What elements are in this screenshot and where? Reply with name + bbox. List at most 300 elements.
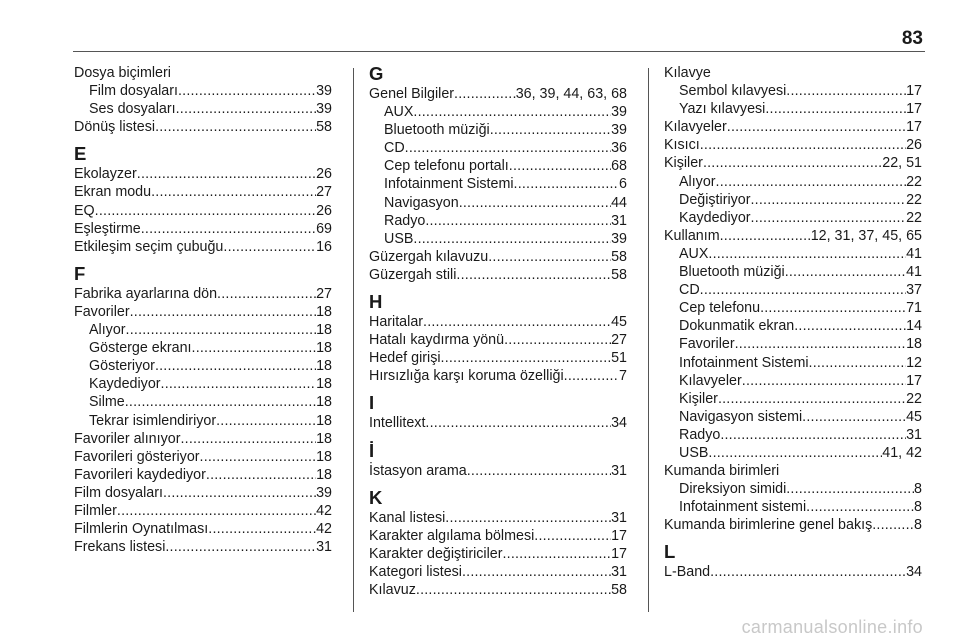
dot-leader [703, 154, 882, 172]
entry-term: CD [679, 282, 700, 299]
index-entry [369, 509, 627, 527]
index-subentry [664, 408, 922, 426]
entry-page-ref: 41 [906, 245, 922, 262]
entry-term: Bluetooth müziği [384, 122, 490, 139]
dot-leader [405, 139, 611, 157]
watermark: carmanualsonline.info [741, 617, 923, 637]
index-subentry [369, 139, 627, 157]
entry-term: Cep telefonu portalı [384, 158, 509, 175]
dot-leader [700, 136, 906, 154]
dot-leader [151, 183, 316, 201]
dot-leader [192, 339, 317, 357]
index-section-letter: H [369, 291, 383, 313]
index-subentry [664, 390, 922, 408]
index-entry [369, 462, 627, 480]
entry-term: Infotainment Sistemi [384, 176, 514, 193]
entry-term: Ekran modu [74, 184, 152, 201]
index-entry [74, 466, 332, 484]
dot-leader [760, 299, 906, 317]
entry-term: EQ [74, 202, 95, 219]
entry-page-ref: 18 [316, 376, 332, 393]
dot-leader [490, 121, 611, 139]
index-entry [369, 367, 627, 385]
dot-leader [786, 480, 914, 498]
entry-term: Kişiler [664, 155, 703, 172]
entry-term: Filmler [74, 502, 117, 519]
dot-leader [710, 563, 906, 581]
entry-page-ref: 51 [611, 350, 627, 367]
entry-term: Favorileri kaydediyor [74, 466, 206, 483]
entry-term: Etkileşim seçim çubuğu [74, 238, 224, 255]
entry-page-ref: 27 [316, 184, 332, 201]
entry-page-ref: 17 [906, 372, 922, 389]
entry-term: Kumanda birimleri [664, 463, 780, 480]
entry-term: Kanal listesi [369, 509, 446, 526]
entry-term: Tekrar isimlendiriyor [89, 412, 217, 429]
index-subentry [664, 100, 922, 118]
entry-term: Infotainment Sistemi [679, 354, 809, 371]
index-column-2 [369, 64, 627, 599]
column-divider-1 [353, 68, 354, 612]
dot-leader [564, 367, 619, 385]
dot-leader [720, 227, 811, 245]
entry-page-ref: 39 [316, 83, 332, 100]
entry-term: Genel Bilgiler [369, 86, 455, 102]
entry-term: Eşleştirme [74, 220, 141, 237]
entry-page-ref: 18 [316, 340, 332, 357]
entry-term: Favoriler [74, 303, 130, 320]
dot-leader [413, 230, 611, 248]
dot-leader [504, 331, 611, 349]
dot-leader [125, 393, 316, 411]
dot-leader [176, 100, 316, 118]
index-subentry [664, 281, 922, 299]
dot-leader [467, 462, 611, 480]
entry-page-ref: 41 [906, 264, 922, 281]
entry-term: Kişiler [679, 390, 718, 407]
index-subentry [369, 212, 627, 230]
entry-page-ref: 18 [316, 430, 332, 447]
dot-leader [217, 285, 316, 303]
entry-term: Bluetooth müziği [679, 264, 785, 281]
dot-leader [751, 209, 907, 227]
index-subentry [74, 321, 332, 339]
entry-page-ref: 39 [611, 122, 627, 139]
dot-leader [208, 520, 316, 538]
dot-leader [126, 321, 317, 339]
index-entry [74, 220, 332, 238]
entry-page-ref: 17 [906, 83, 922, 100]
entry-term: CD [384, 140, 405, 157]
index-section-letter: E [74, 143, 87, 165]
index-subentry [74, 375, 332, 393]
index-section-letter: F [74, 262, 86, 284]
dot-leader [456, 266, 611, 284]
index-entry [74, 430, 332, 448]
dot-leader [413, 103, 611, 121]
dot-leader [441, 349, 612, 367]
entry-term: USB [384, 230, 414, 247]
entry-term: Radyo [679, 426, 721, 443]
entry-page-ref: 31 [611, 462, 627, 479]
entry-page-ref: 34 [611, 415, 627, 432]
entry-term: Sembol kılavyesi [679, 83, 787, 100]
dot-leader [206, 466, 316, 484]
index-section-letter: G [369, 63, 384, 84]
index-entry [664, 118, 922, 136]
entry-term: Favorileri gösteriyor [74, 448, 200, 465]
entry-page-ref: 7 [619, 368, 627, 385]
entry-term: Kılavuz [369, 581, 416, 598]
entry-term: Değiştiriyor [679, 191, 751, 208]
entry-term: Karakter algılama bölmesi [369, 527, 535, 544]
dot-leader [488, 248, 611, 266]
entry-page-ref: 17 [611, 545, 627, 562]
dot-leader [130, 303, 316, 321]
entry-term: Favoriler alınıyor [74, 430, 181, 447]
entry-term: İstasyon arama [369, 462, 467, 479]
index-subentry [664, 480, 922, 498]
entry-page-ref: 36, 39, 44, 63, 68 [515, 86, 627, 102]
dot-leader [727, 118, 906, 136]
index-section-letter: L [664, 541, 676, 563]
entry-page-ref: 39 [316, 484, 332, 501]
index-subentry [664, 444, 922, 462]
entry-page-ref: 39 [316, 101, 332, 118]
index-entry [74, 448, 332, 466]
entry-page-ref: 45 [611, 314, 627, 331]
index-entry [369, 248, 627, 266]
entry-term: Kaydediyor [89, 376, 161, 393]
index-entry [74, 484, 332, 502]
entry-page-ref: 18 [316, 466, 332, 483]
entry-term: Film dosyaları [89, 83, 178, 100]
entry-term: Infotainment sistemi [679, 499, 807, 516]
entry-page-ref: 39 [611, 230, 627, 247]
entry-page-ref: 71 [906, 300, 922, 317]
entry-page-ref: 58 [611, 581, 627, 598]
index-subentry [664, 245, 922, 263]
index-entry [664, 136, 922, 154]
entry-page-ref: 45 [906, 408, 922, 425]
index-subentry [369, 157, 627, 175]
index-entry [74, 303, 332, 321]
index-subentry [369, 194, 627, 212]
entry-page-ref: 22 [906, 209, 922, 226]
dot-leader [416, 581, 611, 599]
dot-leader [445, 509, 611, 527]
entry-term: AUX [679, 245, 709, 262]
entry-page-ref: 8 [914, 499, 922, 516]
index-subentry [369, 121, 627, 139]
index-subentry [664, 191, 922, 209]
dot-leader [786, 82, 906, 100]
entry-term: Dokunmatik ekran [679, 318, 795, 335]
index-subentry [664, 82, 922, 100]
entry-page-ref: 41, 42 [882, 444, 922, 461]
dot-leader [720, 426, 906, 444]
dot-leader [735, 335, 906, 353]
entry-page-ref: 31 [611, 563, 627, 580]
index-subentry [664, 426, 922, 444]
entry-page-ref: 31 [611, 509, 627, 526]
index-entry [369, 85, 627, 103]
entry-page-ref: 8 [914, 517, 922, 534]
entry-term: Karakter değiştiriciler [369, 545, 503, 562]
entry-term: Hırsızlığa karşı koruma özelliği [369, 368, 564, 385]
dot-leader [178, 82, 316, 100]
index-subentry [369, 175, 627, 193]
entry-term: Navigasyon [384, 194, 459, 211]
entry-term: Intellitext [369, 415, 426, 432]
entry-page-ref: 18 [316, 303, 332, 320]
dot-leader [806, 498, 914, 516]
index-entry [74, 285, 332, 303]
index-subentry [664, 299, 922, 317]
dot-leader [95, 202, 316, 220]
entry-term: L-Band [664, 564, 711, 581]
dot-leader [708, 444, 882, 462]
entry-page-ref: 68 [611, 158, 627, 175]
index-entry [664, 462, 922, 480]
index-entry [74, 238, 332, 256]
entry-page-ref: 31 [611, 212, 627, 229]
entry-term: Yazı kılavyesi [679, 101, 766, 118]
index-entry [369, 331, 627, 349]
index-subentry [74, 357, 332, 375]
dot-leader [794, 317, 906, 335]
entry-page-ref: 22 [906, 173, 922, 190]
index-subentry [369, 103, 627, 121]
entry-page-ref: 17 [906, 119, 922, 136]
index-subentry [664, 317, 922, 335]
index-entry [369, 581, 627, 599]
dot-leader [462, 563, 611, 581]
entry-term: Hatalı kaydırma yönü [369, 332, 505, 349]
index-section-letter: I [369, 392, 375, 414]
entry-term: Ses dosyaları [89, 101, 176, 118]
dot-leader [200, 448, 317, 466]
entry-page-ref: 8 [914, 481, 922, 498]
entry-page-ref: 12, 31, 37, 45, 65 [810, 227, 922, 244]
index-entry [369, 349, 627, 367]
dot-leader [742, 372, 906, 390]
index-entry [369, 414, 627, 432]
index-entry [369, 266, 627, 284]
entry-term: Navigasyon sistemi [679, 408, 803, 425]
dot-leader [802, 408, 906, 426]
entry-page-ref: 22 [906, 390, 922, 407]
index-entry [664, 516, 922, 534]
dot-leader [534, 527, 611, 545]
index-subentry [369, 230, 627, 248]
dot-leader [423, 313, 611, 331]
dot-leader [509, 157, 611, 175]
index-subentry [74, 339, 332, 357]
entry-page-ref: 34 [906, 564, 922, 581]
index-entry [74, 502, 332, 520]
dot-leader [161, 375, 317, 393]
entry-term: Gösteriyor [89, 358, 155, 375]
dot-leader [700, 281, 906, 299]
dot-leader [155, 357, 316, 375]
entry-page-ref: 44 [611, 194, 627, 211]
entry-term: Filmlerin Oynatılması [74, 521, 209, 538]
entry-page-ref: 37 [906, 282, 922, 299]
index-column-1 [74, 64, 332, 556]
dot-leader [425, 414, 611, 432]
index-column-3 [664, 64, 922, 582]
entry-page-ref: 18 [316, 448, 332, 465]
entry-page-ref: 58 [611, 248, 627, 265]
entry-page-ref: 31 [316, 539, 332, 556]
index-entry [369, 563, 627, 581]
entry-page-ref: 39 [611, 104, 627, 121]
entry-term: Ekolayzer [74, 166, 137, 183]
dot-leader [180, 430, 316, 448]
entry-term: Kılavyeler [679, 372, 742, 389]
index-entry [74, 165, 332, 183]
index-entry [664, 227, 922, 245]
index-subentry [664, 173, 922, 191]
dot-leader [155, 118, 316, 136]
dot-leader [163, 484, 316, 502]
index-entry [369, 545, 627, 563]
entry-term: Silme [89, 394, 125, 411]
entry-page-ref: 36 [611, 140, 627, 157]
dot-leader [425, 212, 611, 230]
index-entry [74, 520, 332, 538]
entry-page-ref: 18 [906, 336, 922, 353]
entry-term: Güzergah kılavuzu [369, 248, 489, 265]
index-subentry [74, 393, 332, 411]
entry-page-ref: 69 [316, 220, 332, 237]
entry-term: Cep telefonu [679, 300, 761, 317]
index-subentry [664, 263, 922, 281]
entry-page-ref: 6 [619, 176, 627, 193]
entry-page-ref: 26 [316, 166, 332, 183]
entry-page-ref: 42 [316, 502, 332, 519]
index-subentry [74, 100, 332, 118]
index-entry [74, 202, 332, 220]
index-entry [74, 64, 332, 82]
entry-term: Kısıcı [664, 137, 700, 154]
entry-term: Frekans listesi [74, 539, 166, 556]
entry-page-ref: 26 [316, 202, 332, 219]
index-section-letter: İ [369, 439, 375, 461]
entry-term: Güzergah stili [369, 266, 457, 283]
entry-term: Gösterge ekranı [89, 340, 192, 357]
index-entry [74, 183, 332, 201]
entry-page-ref: 18 [316, 394, 332, 411]
entry-page-ref: 14 [906, 318, 922, 335]
dot-leader [751, 191, 907, 209]
index-subentry [664, 209, 922, 227]
dot-leader [117, 502, 316, 520]
dot-leader [716, 173, 907, 191]
dot-leader [809, 354, 907, 372]
index-entry [369, 527, 627, 545]
dot-leader [514, 175, 620, 193]
dot-leader [459, 194, 611, 212]
entry-term: Direksiyon simidi [679, 481, 787, 498]
entry-term: Alıyor [679, 173, 716, 190]
entry-page-ref: 17 [611, 527, 627, 544]
entry-page-ref: 26 [906, 137, 922, 154]
entry-term: Radyo [384, 212, 426, 229]
entry-page-ref: 22, 51 [882, 155, 922, 172]
entry-page-ref: 31 [906, 426, 922, 443]
index-entry [74, 118, 332, 136]
entry-page-ref: 22 [906, 191, 922, 208]
entry-page-ref: 27 [611, 332, 627, 349]
entry-term: Dosya biçimleri [74, 65, 171, 81]
entry-term: USB [679, 444, 709, 461]
index-entry [664, 154, 922, 172]
dot-leader [165, 538, 316, 556]
entry-term: Kumanda birimlerine genel bakış [664, 517, 873, 534]
entry-term: Kılavye [664, 65, 711, 81]
entry-term: Kullanım [664, 227, 720, 244]
entry-page-ref: 27 [316, 285, 332, 302]
entry-term: Favoriler [679, 336, 735, 353]
entry-term: Alıyor [89, 322, 126, 339]
entry-page-ref: 18 [316, 358, 332, 375]
page-number: 83 [901, 28, 923, 49]
index-subentry [664, 372, 922, 390]
entry-page-ref: 16 [316, 238, 332, 255]
dot-leader [765, 100, 906, 118]
dot-leader [137, 165, 316, 183]
dot-leader [141, 220, 316, 238]
entry-page-ref: 18 [316, 322, 332, 339]
entry-page-ref: 58 [316, 119, 332, 136]
entry-page-ref: 58 [611, 266, 627, 283]
entry-term: Hedef girişi [369, 350, 441, 367]
entry-page-ref: 18 [316, 412, 332, 429]
dot-leader [223, 238, 316, 256]
entry-term: AUX [384, 104, 414, 121]
entry-term: Fabrika ayarlarına dön [74, 285, 218, 302]
dot-leader [708, 245, 906, 263]
entry-page-ref: 17 [906, 101, 922, 118]
index-subentry [664, 335, 922, 353]
entry-term: Dönüş listesi [74, 119, 156, 136]
entry-page-ref: 12 [906, 354, 922, 371]
index-entry [664, 563, 922, 581]
entry-term: Kategori listesi [369, 563, 462, 580]
index-entry [74, 538, 332, 556]
dot-leader [216, 412, 316, 430]
dot-leader [785, 263, 906, 281]
entry-term: Kaydediyor [679, 209, 751, 226]
dot-leader [872, 516, 914, 534]
entry-term: Film dosyaları [74, 484, 163, 501]
index-subentry [74, 412, 332, 430]
dot-leader [718, 390, 906, 408]
entry-term: Haritalar [369, 314, 424, 331]
index-section-letter: K [369, 486, 383, 508]
entry-term: Kılavyeler [664, 119, 727, 136]
index-entry [664, 64, 922, 82]
index-subentry [74, 82, 332, 100]
dot-leader [502, 545, 611, 563]
index-entry [369, 313, 627, 331]
index-subentry [664, 498, 922, 516]
header-rule [73, 51, 925, 52]
column-divider-2 [648, 68, 649, 612]
index-subentry [664, 354, 922, 372]
